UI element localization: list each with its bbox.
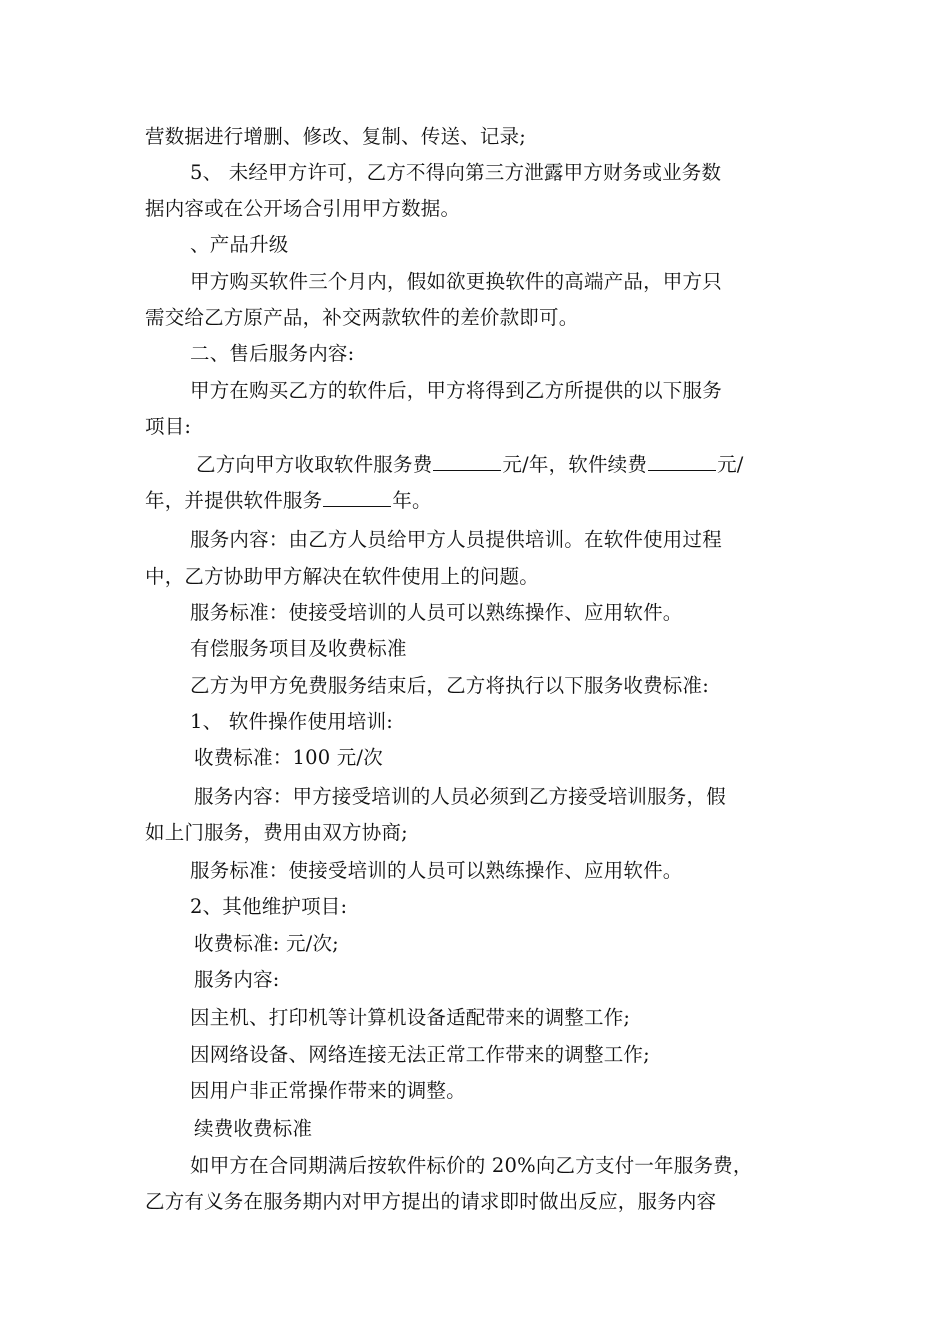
- section-heading: 有偿服务项目及收费标准: [190, 637, 407, 660]
- text-line: 乙方为甲方免费服务结束后，乙方将执行以下服务收费标准:: [190, 674, 709, 697]
- text-line: 如甲方在合同期满后按软件标价的 20%向乙方支付一年服务费，: [190, 1154, 753, 1177]
- text-line: 收费标准：100 元/次: [194, 746, 383, 769]
- fee-text: 年。: [392, 489, 432, 512]
- text-line: 乙方有义务在服务期内对甲方提出的请求即时做出反应，服务内容: [145, 1190, 717, 1213]
- text-line: 如上门服务，费用由双方协商;: [145, 821, 408, 844]
- text-line: 据内容或在公开场合引用甲方数据。: [145, 197, 461, 220]
- text-line: 需交给乙方原产品，补交两款软件的差价款即可。: [145, 306, 579, 329]
- text-line: 服务内容:: [194, 968, 280, 991]
- text-line: 服务标准：使接受培训的人员可以熟练操作、应用软件。: [190, 859, 683, 882]
- text-line: 营数据进行增删、修改、复制、传送、记录;: [145, 125, 527, 148]
- text-line: 服务内容：由乙方人员给甲方人员提供培训。在软件使用过程: [190, 528, 722, 551]
- section-heading: 、产品升级: [190, 233, 289, 256]
- text-line: 项目:: [145, 415, 192, 438]
- blank-underline: [433, 452, 501, 471]
- fee-line: [145, 488, 432, 513]
- fee-line: [196, 452, 744, 477]
- section-heading: 续费收费标准: [194, 1117, 313, 1140]
- text-line: 因网络设备、网络连接无法正常工作带来的调整工作;: [190, 1043, 650, 1066]
- text-line: 中，乙方协助甲方解决在软件使用上的问题。: [145, 565, 540, 588]
- section-heading: 二、售后服务内容:: [190, 342, 355, 365]
- blank-underline: [323, 488, 391, 507]
- text-line: 甲方在购买乙方的软件后，甲方将得到乙方所提供的以下服务: [190, 379, 722, 402]
- text-line: 收费标准: 元/次;: [194, 932, 339, 955]
- fee-text: 元/: [717, 453, 744, 476]
- blank-underline: [648, 452, 716, 471]
- text-line: 5、 未经甲方许可，乙方不得向第三方泄露甲方财务或业务数: [190, 161, 722, 184]
- text-line: 服务内容：甲方接受培训的人员必须到乙方接受培训服务，假: [194, 785, 726, 808]
- text-line: 2、其他维护项目:: [190, 895, 348, 918]
- text-line: 因主机、打印机等计算机设备适配带来的调整工作;: [190, 1006, 631, 1029]
- text-line: 1、 软件操作使用培训:: [190, 710, 394, 733]
- text-line: 服务标准：使接受培训的人员可以熟练操作、应用软件。: [190, 601, 683, 624]
- text-line: 甲方购买软件三个月内，假如欲更换软件的高端产品，甲方只: [190, 270, 722, 293]
- fee-text: 乙方向甲方收取软件服务费: [196, 453, 433, 476]
- text-line: 因用户非正常操作带来的调整。: [190, 1079, 466, 1102]
- fee-text: 元/年，软件续费: [502, 453, 648, 476]
- fee-text: 年，并提供软件服务: [145, 489, 323, 512]
